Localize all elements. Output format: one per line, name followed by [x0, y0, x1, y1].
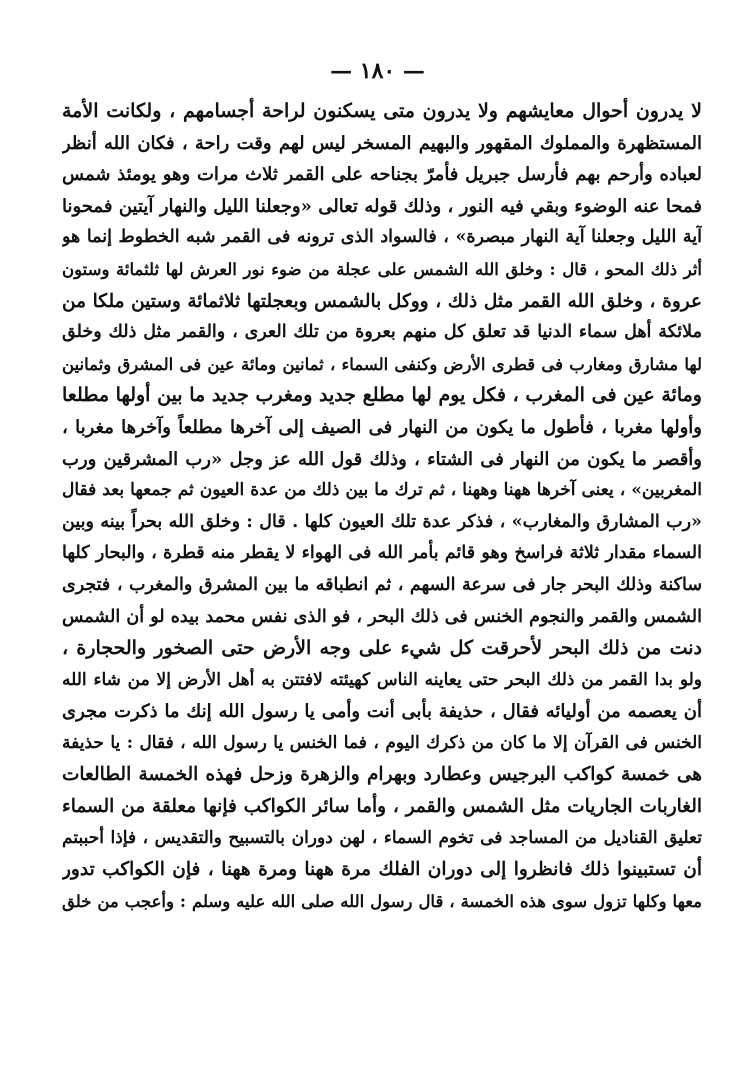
text-line-12: وأقصر ما يكون من النهار فى الشتاء ، وذلك قول الله عز وجل «رب المشرقين ورب	[62, 448, 702, 470]
text-line-2: المستظهرة والمملوك المقهور والبهيم المسخر ليس لهم وقت راحة ، فكان الله أنظر	[62, 132, 702, 154]
text-line-11: وأولها مغربا ، فأطول ما يكون من النهار فى الصيف إلى آخرها مطلعاً وآخرها مغربا ،	[62, 416, 702, 438]
text-line-19: ولو بدا القمر من ذلك البحر حتى يعاينه الناس كهيئته لافتتن به أهل الأرض إلا من شاء الله	[62, 669, 702, 690]
text-line-25: أن تستبينوا ذلك فانظروا إلى دوران الفلك مرة ههنا ومرة ههنا ، فإن الكواكب تدور	[62, 859, 702, 881]
text-line-23: الغاربات الجاريات مثل الشمس والقمر ، وأما سائر الكواكب فإنها معلقة من السماء	[62, 796, 702, 818]
text-line-18: دنت من ذلك البحر لأحرقت كل شيء على وجه الأرض حتى الصخور والحجارة ،	[62, 637, 702, 660]
text-line-5: آية الليل وجعلنا آية النهار مبصرة» ، فالسواد الذى ترونه فى القمر شبه الخطوط إنما هو	[62, 227, 702, 248]
text-line-7: عروة ، وخلق الله القمر مثل ذلك ، ووكل بالشمس وبعجلتها ثلاثمائة وستين ملكا من	[62, 290, 702, 312]
text-line-26: معها وكلها تزول سوى هذه الخمسة ، قال رسول الله صلى الله عليه وسلم : وأعجب من خلق	[62, 891, 702, 911]
text-line-24: تعليق القناديل من المساجد فى تخوم السماء ، لهن دوران بالتسبيح والتقديس ، فإذا أحببتم	[62, 827, 702, 848]
text-line-6: أثر ذلك المحو ، قال : وخلق الله الشمس على عجلة من ضوء نور العرش لها ثلثمائة وستون	[62, 259, 702, 279]
text-line-22: هى خمسة كواكب البرجيس وعطارد وبهرام والزهرة وزحل فهذه الخمسة الطالعات	[62, 764, 702, 786]
text-line-14: «رب المشارق والمغارب» ، فذكر عدة تلك العيون كلها . قال : وخلق الله بحراً بينه وبين	[62, 511, 702, 532]
text-line-17: الشمس والقمر والنجوم الخنس فى ذلك البحر ، فو الذى نفس محمد بيده لو أن الشمس	[62, 606, 702, 627]
text-line-15: السماء مقدار ثلاثة فراسخ وهو قائم بأمر الله فى الهواء لا يقطر منه قطرة ، والبحار كلها	[62, 543, 702, 564]
text-line-16: ساكنة وذلك البحر جار فى سرعة السهم ، ثم انطباقه ما بين المشرق والمغرب ، فتجرى	[62, 574, 702, 595]
text-line-21: الخنس فى القرآن إلا ما كان من ذكرك اليوم ، فما الخنس يا رسول الله ، فقال : يا حذيفة	[62, 732, 702, 753]
text-line-20: أن يعصمه من أوليائه فقال ، حذيفة بأبى أنت وأمى يا رسول الله إنك ما ذكرت مجرى	[62, 701, 702, 723]
text-line-9: لها مشارق ومغارب فى قطرى الأرض وكنفى السماء ، ثمانين ومائة عين فى المشرق وثمانين	[62, 354, 702, 374]
text-line-10: ومائة عين فى المغرب ، فكل يوم لها مطلع جديد ومغرب جديد ما بين أولها مطلعا	[62, 384, 702, 407]
text-line-4: فمحا عنه الوضوء وبقي فيه النور ، وذلك قوله تعالى «وجعلنا الليل والنهار آيتين فمحونا	[62, 195, 702, 217]
text-line-1: لا يدرون أحوال معايشهم ولا يدرون متى يسكنون لراحة أجسامهم ، ولكانت الأمة	[62, 100, 702, 122]
page-number: — ١٨٠ —	[330, 58, 425, 84]
text-line-8: ملائكة أهل سماء الدنيا قد تعلق كل منهم بعروة من تلك العرى ، والقمر مثل ذلك وخلق	[62, 322, 702, 343]
body-text	[62, 96, 702, 917]
text-line-13: المغربين» ، يعنى آخرها ههنا وههنا ، ثم ترك ما بين ذلك من عدة العيون ثم جمعها بعد فقال	[62, 480, 702, 501]
text-line-3: لعباده وأرحم بهم فأرسل جبريل فأمرّ بجناحه على القمر ثلاث مرات وهو يومئذ شمس	[62, 164, 702, 186]
